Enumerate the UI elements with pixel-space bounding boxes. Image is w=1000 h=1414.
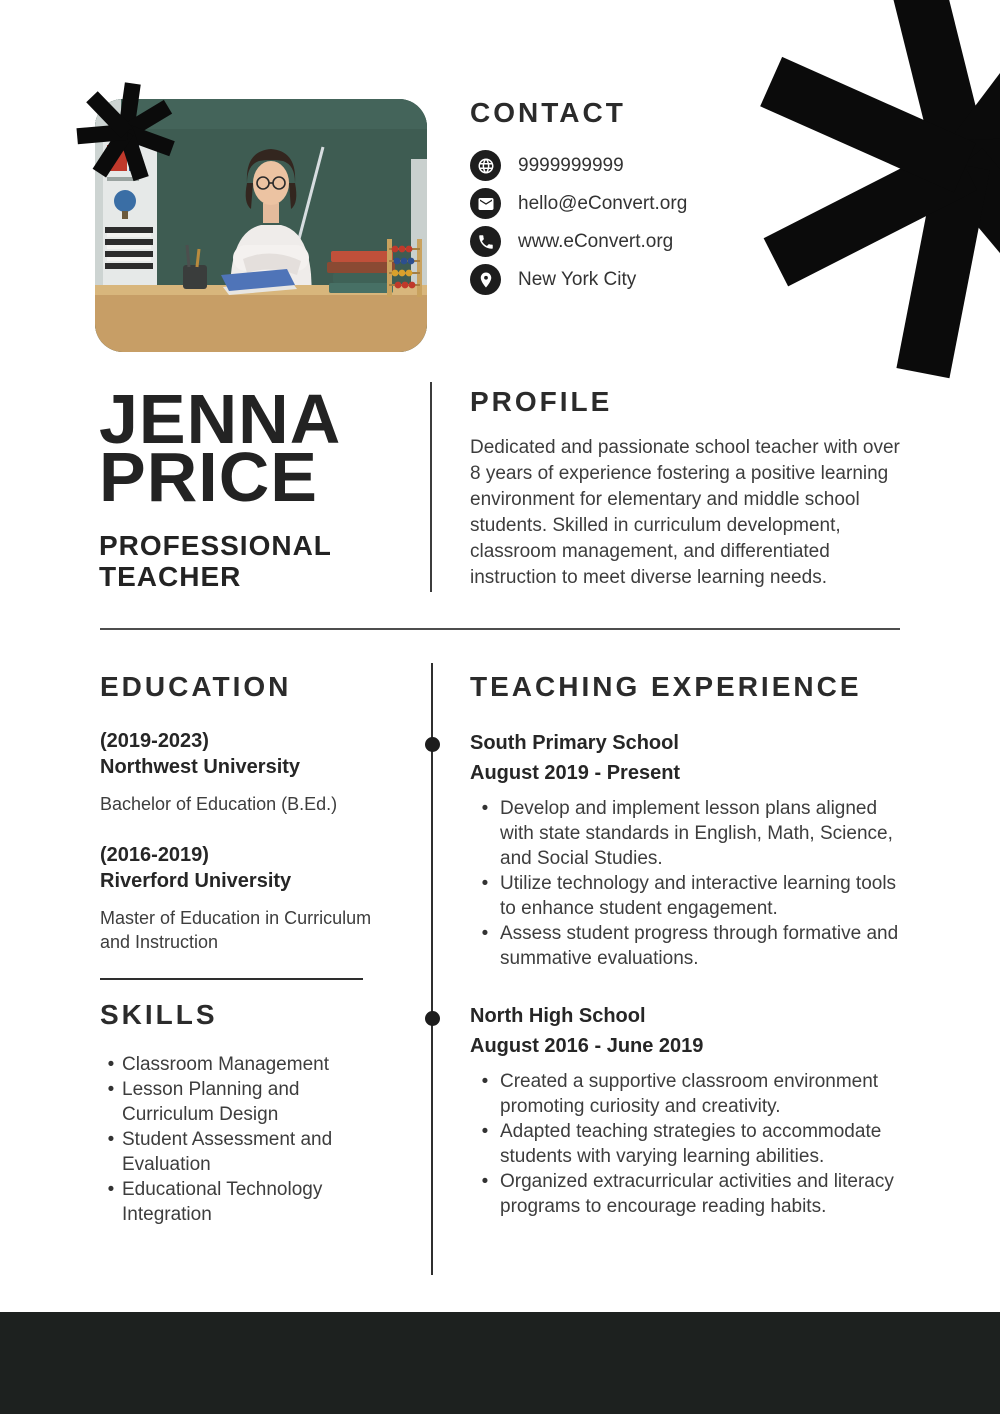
skills-heading: SKILLS	[100, 999, 218, 1030]
job-bullet-list	[470, 796, 915, 971]
job-bullet: • Created a supportive classroom environment promoting curiosity and creativity.	[470, 1069, 915, 1119]
education-degree: Master of Education in Curriculum and Instruction	[100, 908, 372, 952]
phone-icon	[470, 226, 501, 257]
asterisk-decoration-small	[76, 82, 176, 182]
last-name: PRICE	[99, 438, 318, 516]
education-school: Northwest University	[100, 756, 301, 778]
bullet-marker: •	[481, 1171, 489, 1192]
job-school: South Primary School	[470, 732, 679, 754]
first-name: JENNA	[99, 380, 342, 458]
bullet-marker: •	[107, 1179, 115, 1200]
bullet-marker: •	[107, 1054, 115, 1075]
job-bullet-list	[470, 1069, 915, 1219]
profile-text: Dedicated and passionate school teacher with over 8 years of experience fostering a positive learning environment for elementary and middle school students. Skilled in curriculum development, classroom management, and differentiated instruction to meet diverse learning needs.	[470, 437, 900, 588]
education-school: Riverford University	[100, 870, 292, 892]
skills-list	[100, 1052, 385, 1227]
bullet-marker: •	[481, 1071, 489, 1092]
contact-location: New York City	[518, 268, 637, 290]
skill-item: • Classroom Management	[100, 1052, 385, 1077]
bullet-marker: •	[481, 923, 489, 944]
skill-item: • Student Assessment and Evaluation	[100, 1127, 385, 1177]
job-bullet: • Develop and implement lesson plans aligned with state standards in English, Math, Science, and Social Studies.	[470, 796, 915, 871]
job-bullet: • Organized extracurricular activities and literacy programs to encourage reading habits.	[470, 1169, 915, 1219]
job-dates: August 2016 - June 2019	[470, 1035, 704, 1057]
contact-website: www.eConvert.org	[518, 230, 674, 252]
education-years: (2019-2023)	[100, 730, 209, 752]
contact-heading: CONTACT	[470, 97, 626, 128]
role-title	[99, 530, 419, 592]
education-years: (2016-2019)	[100, 844, 209, 866]
footer-band	[0, 1312, 1000, 1414]
education-item	[100, 842, 385, 954]
profile-divider-line	[430, 382, 432, 592]
profile-section	[470, 385, 914, 591]
bullet-marker: •	[107, 1129, 115, 1150]
role-line-1: PROFESSIONAL	[99, 530, 332, 561]
education-degree: Bachelor of Education (B.Ed.)	[100, 794, 338, 814]
role-line-2: TEACHER	[99, 561, 242, 592]
profile-heading: PROFILE	[470, 386, 613, 417]
job-bullet: • Utilize technology and interactive learning tools to enhance student engagement.	[470, 871, 915, 921]
left-column	[100, 670, 385, 1227]
email-icon	[470, 188, 501, 219]
timeline-dot	[425, 737, 440, 752]
job-school: North High School	[470, 1005, 646, 1027]
experience-timeline-line	[431, 663, 433, 1275]
bullet-marker: •	[481, 798, 489, 819]
bullet-marker: •	[481, 1121, 489, 1142]
contact-section	[470, 96, 910, 302]
identity-block	[99, 380, 419, 592]
contact-item-email	[470, 188, 910, 219]
location-icon	[470, 264, 501, 295]
skills-divider-line	[100, 978, 363, 980]
bullet-marker: •	[481, 873, 489, 894]
bullet-marker: •	[107, 1079, 115, 1100]
job-dates: August 2019 - Present	[470, 762, 681, 784]
experience-heading: TEACHING EXPERIENCE	[470, 671, 862, 702]
contact-rows	[470, 150, 910, 295]
skill-item: • Lesson Planning and Curriculum Design	[100, 1077, 385, 1127]
experience-job	[470, 728, 915, 971]
job-bullet: • Assess student progress through formative and summative evaluations.	[470, 921, 915, 971]
education-item	[100, 728, 385, 816]
contact-item-website	[470, 226, 910, 257]
main-horizontal-divider	[100, 628, 900, 630]
experience-section	[470, 670, 915, 1219]
contact-phone-number: 9999999999	[518, 154, 624, 176]
page-title	[99, 380, 419, 516]
contact-item-phone-number	[470, 150, 910, 181]
education-heading: EDUCATION	[100, 671, 292, 702]
experience-job	[470, 1001, 915, 1219]
contact-email: hello@eConvert.org	[518, 192, 688, 214]
job-bullet: • Adapted teaching strategies to accommodate students with varying learning abilities.	[470, 1119, 915, 1169]
globe-icon	[470, 150, 501, 181]
skill-item: • Educational Technology Integration	[100, 1177, 385, 1227]
contact-item-location	[470, 264, 910, 295]
timeline-dot	[425, 1011, 440, 1026]
